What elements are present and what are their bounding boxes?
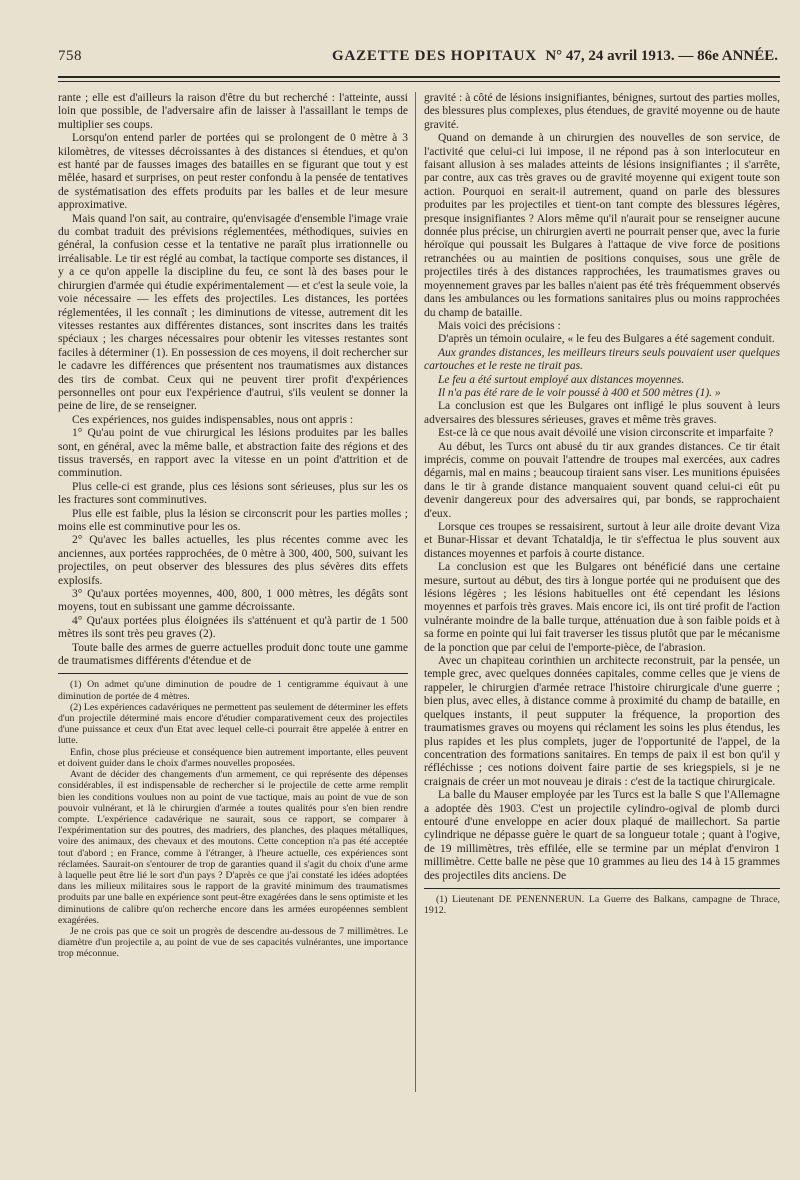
footnote: (1) Lieutenant DE PENENNERUN. La Guerre des Balkans, campagne de Thrace, 1912. <box>424 893 780 917</box>
quote-line: Il n'a pas été rare de le voir poussé à 400 et 500 mètres (1). » <box>438 386 721 399</box>
footnote: (1) On admet qu'une diminution de poudre de 1 centigramme équivaut à une diminution de portée de 4 mètres. <box>58 679 408 702</box>
right-column <box>424 92 780 1102</box>
column-divider <box>415 92 416 1092</box>
paragraph: Mais voici des précisions : <box>438 319 561 332</box>
footnote: Avant de décider des changements d'un armement, ce qui représente des dépenses considérables, il est indispensable de rechercher si le projectile de cette arme remplit bien les conditions voulues non au point de vue tactique, mais au point de vue de son pouvoir vulnérant, et là le chirurgien d'armée a toutes qualités pour s'en bien rendre compte. L'expérience cadavérique ne saurait, sous ce rapport, se comparer à l'expérimentation sur des poutres, des madriers, des planches, des plaques métalliques, voire des animaux, des chevaux et des moutons. Cette conception n'a pas été acceptée tout d'abord ; en France, comme à l'étranger, à l'heure actuelle, ces expériences sont réclamées. Saurait-on s'entourer de trop de garanties quand il s'agit du choix d'une arme à laquelle peut être lié le sort d'un pays ? D'après ce que j'ai constaté les idées adoptées dans les milieux militaires sous le rapport de la gravité minimum des traumatismes produits par une balle en expérience sont peut-être exagérées dans le sens optimiste et les diminutions de calibre qu'on recherche encore dans les armées européennes semblent exagérées. <box>58 769 408 926</box>
paragraph: Ces expériences, nos guides indispensables, nous ont appris : <box>72 413 354 426</box>
paragraph: Lorsque ces troupes se ressaisirent, surtout à leur aile droite devant Viza et Bunar-Hissar et devant Tchataldja, le tir s'effectua le plus souvent aux distances moyennes et parfois à courte distance. <box>424 521 780 560</box>
page-number: 758 <box>58 48 82 64</box>
paragraph: Mais quand l'on sait, au contraire, qu'envisagée d'ensemble l'image vraie du combat traduit des prévisions réglementées, méthodiques, suivies en général, la confusion cesse et la tentative ne paraît plus irrationnelle ou irréalisable. Le tir est réglé au combat, la tactique comporte ses distances, il y a ce qu'on appelle la discipline du feu, ce sont là des bases pour le chirurgien d'armée qui étudie expérimentalement — et c'est la seule voie, la voie nécessaire — les effets des projectiles. Les distances, les portées réglementées, il les connaît ; les diminutions de vitesse, autrement dit les vitesses restantes aux différentes distances, sont inscrites dans les traités spéciaux ; les charges nécessaires pour obtenir les vitesses restantes sont faciles à déterminer (1). En possession de ces moyens, il doit rechercher sur le cadavre les différences que présentent nos traumatismes aux distances des tirs de combat. Ceux qui ne peuvent tirer profit d'expériences personnelles ont pour eux l'expérience d'autrui, s'ils veulent se donner la peine de lire, de se renseigner. <box>58 212 408 413</box>
paragraph: Plus elle est faible, plus la lésion se circonscrit pour les parties molles ; moins elle est comminutive pour les os. <box>58 507 408 533</box>
paragraph: 1° Qu'au point de vue chirurgical les lésions produites par les balles sont, en général, avec la même balle, et abstraction faite des régions et des tissus traversés, en rapport avec la vitesse en un point d'attrition et de comminution. <box>58 427 408 480</box>
header-rule-thin <box>58 81 780 82</box>
paragraph: D'après un témoin oculaire, « le feu des Bulgares a été sagement conduit. <box>438 333 775 346</box>
paragraph: rante ; elle est d'ailleurs la raison d'être du but recherché : l'atteinte, aussi loin que possible, de l'adversaire afin de laisser à l'assaillant le temps de multiplier ses coups. <box>58 92 408 131</box>
paragraph: 3° Qu'aux portées moyennes, 400, 800, 1 000 mètres, les dégâts sont moyens, tout en subissant une gamme décroissante. <box>58 588 408 614</box>
paragraph: gravité : à côté de lésions insignifiantes, bénignes, surtout des parties molles, des blessures plus complexes, plus étendues, de gravité moyenne ou de haute gravité. <box>424 92 780 131</box>
paragraph: Lorsqu'on entend parler de portées qui se prolongent de 0 mètre à 3 kilomètres, de vitesses décroissantes à des distances si étendues, et qu'on est hanté par de fausses images des batailles en se figurant que tout y est mêlée, hasard et surprises, on peut rester confondu à la pensée de tentatives de systématisation des effets produits par les balles et de leur mesure approximative. <box>58 132 408 212</box>
quote-line: Le feu a été surtout employé aux distances moyennes. <box>438 373 685 386</box>
paragraph: Toute balle des armes de guerre actuelles produit donc toute une gamme de traumatismes différents d'étendue et de <box>58 641 408 668</box>
left-column <box>58 92 408 1102</box>
header-rule-thick <box>58 76 780 78</box>
journal-title: GAZETTE DES HOPITAUX <box>332 48 537 64</box>
issue-info: N° 47, 24 avril 1913. — 86e ANNÉE. <box>545 48 778 64</box>
page-header <box>58 48 778 74</box>
footnotes-right <box>424 894 780 916</box>
quote-line: Aux grandes distances, les meilleurs tireurs seuls pouvaient user quelques cartouches et le reste ne tirait pas. <box>424 346 780 373</box>
paragraph: La conclusion est que les Bulgares ont bénéficié dans une certaine mesure, surtout au début, des tirs à longue portée qui ne produisent que des lésions légères ; les lésions habituelles ont été cependant les lésions moyennes et parfois très graves. Mais encore ici, ils ont tiré profit de l'action vulnérante moindre de la balle turque, atténuation due à son faible poids et à sa forme en pointe qui lui fait traverser les tissus plutôt que par le mécanisme de la ponction que par celui de l'emporte-pièce, de l'abrasion. <box>424 561 780 654</box>
footnotes-left <box>58 679 408 959</box>
paragraph: 2° Qu'avec les balles actuelles, les plus récentes comme avec les anciennes, aux portées rapprochées, de 0 mètre à 300, 400, 500, suivant les projectiles, on peut observer des blessures des plus sévères dits effets explosifs. <box>58 534 408 587</box>
footnote-rule <box>424 888 780 889</box>
footnote: (2) Les expériences cadavériques ne permettent pas seulement de déterminer les effets d'un projectile déterminé mais encore d'étudier comparativement ceux des projectiles d'une puissance et ceux d'un Etat avec lequel celle-ci pourrait être appelée à entrer en lutte. <box>58 701 408 747</box>
footnote: Je ne crois pas que ce soit un progrès de descendre au-dessous de 7 millimètres. Le diamètre d'un projectile a, au point de vue de ses capacités vulnérantes, une importance trop méconnue. <box>58 925 408 960</box>
paragraph: Plus celle-ci est grande, plus ces lésions sont sérieuses, plus sur les os les fractures sont comminutives. <box>58 480 408 507</box>
paragraph: La conclusion est que les Bulgares ont infligé le plus souvent à leurs adversaires des blessures sérieuses, graves et même très graves. <box>424 400 780 426</box>
paragraph: Est-ce là ce que nous avait dévoilé une vision circonscrite et imparfaite ? <box>438 427 774 440</box>
paragraph: La balle du Mauser employée par les Turcs est la balle S que l'Allemagne a adoptée dès 1903. C'est un projectile cylindro-ogival de plomb durci entouré d'une enveloppe en acier doux plaqué de maillechort. Sa partie cylindrique ne dépasse guère le quart de sa longueur totale ; quant à l'ogive, de 19 millimètres, très effilée, elle se termine par un méplat d'environ 1 millimètre. Cette balle ne pèse que 10 grammes au lieu des 14 à 15 grammes des projectiles dits anciens. De <box>424 789 780 882</box>
paragraph: 4° Qu'aux portées plus éloignées ils s'atténuent et qu'à partir de 1 500 mètres ils sont très peu graves (2). <box>58 614 408 641</box>
paragraph: Quand on demande à un chirurgien des nouvelles de son service, de l'activité que celui-ci lui impose, il ne répond pas à son interlocuteur en faisant allusion à ses malades atteints de lésions insignifiantes ; il s'arrête, par contre, aux cas très graves ou de gravité moyenne qui exigent toute son action. Pourquoi en serait-il autrement, quand on parle des blessures produites par les projectiles et tient-on tant compte des blessures légères, presque insignifiantes ? Alors même qu'il n'aurait pour se renseigner aucune donnée plus précise, un chirurgien averti ne pourrait penser que, avec la furie héroïque qui poussait les Bulgares à l'attaque de vive force de positions retranchées ou au maintien de positions conquises, sous une grêle de projectiles tirés à des distances rapprochées, les traumatismes graves ou moyennement graves par les balles n'aient pas été très fréquemment observés dans les ambulances ou les formations sanitaires plus ou moins rapprochées du champ de bataille. <box>424 132 780 319</box>
footnote-rule <box>58 673 408 674</box>
paragraph: Au début, les Turcs ont abusé du tir aux grandes distances. Ce tir était imprécis, comme on pouvait l'attendre de troupes mal exercées, aux cadres dégarnis, mal en mains ; beaucoup tiraient sans viser. Les munitions épuisées dans le tir à grande distance manquaient souvent quand celui-ci eût pu devenir dangereux pour des adversaires qui, par bonds, se rapprochaient d'eux. <box>424 440 780 520</box>
footnote: Enfin, chose plus précieuse et conséquence bien autrement importante, elles peuvent et doivent guider dans le choix d'armes nouvelles proposées. <box>58 746 408 769</box>
paragraph: Avec un chapiteau corinthien un architecte reconstruit, par la pensée, un temple grec, avec quelques données capitales, comme celles que je viens de rappeler, le chirurgien d'armée retrace l'histoire chirurgicale d'une guerre ; bien plus, avec elles, à distance comme à proximité du champ de bataille, en quelques instants, il peut supputer la fréquence, la proportion des traumatismes graves ou moyens qui réclament les soins les plus étendus, les plus rapides et les plus complets, juger de l'opportunité de l'appel, de la concentration des formations sanitaires. En temps de paix il est bon qu'il y réfléchisse ; ces notions doivent faire partie de ses kriegspiels, si je ne craignais de créer un mot nouveau je dirais : c'est de la tactique chirurgicale. <box>424 655 780 788</box>
